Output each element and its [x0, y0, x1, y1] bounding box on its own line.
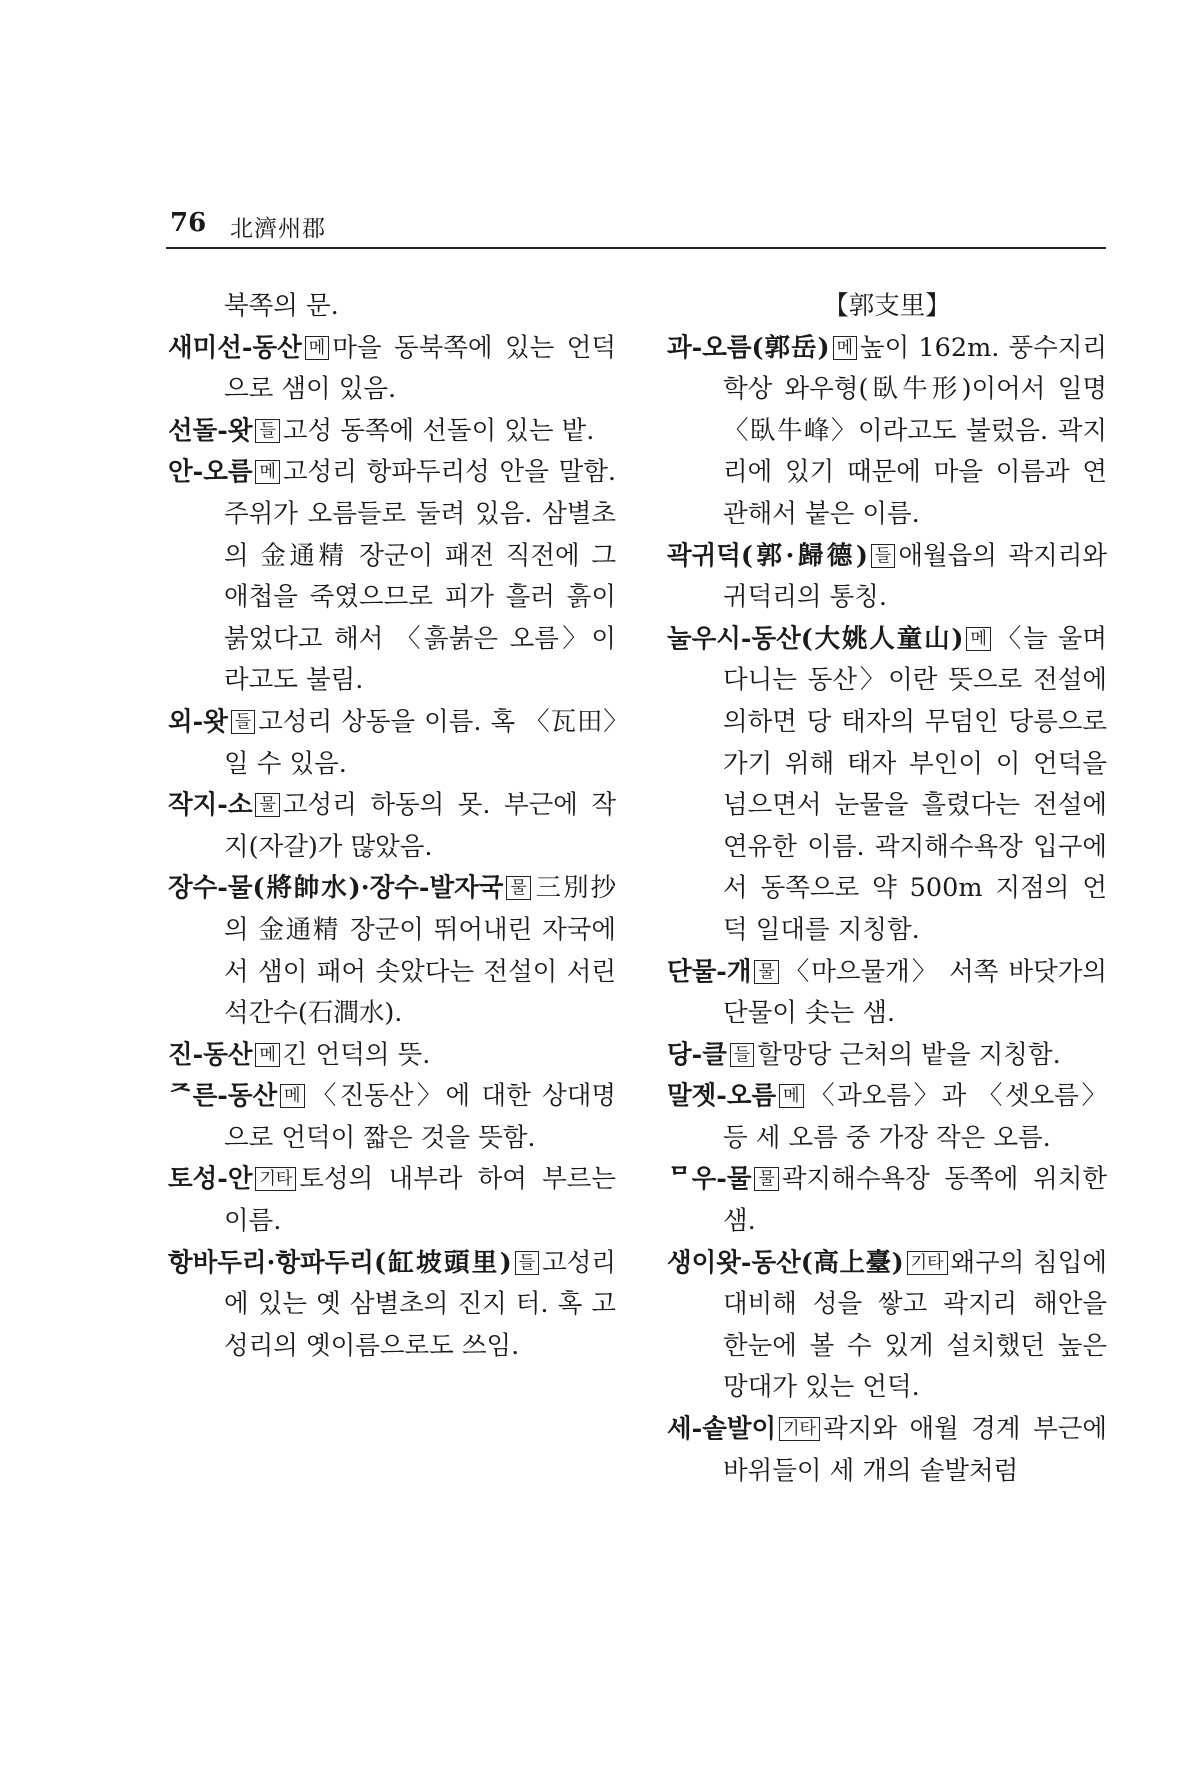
category-badge: 메 — [779, 1084, 803, 1108]
category-badge: 메 — [833, 336, 857, 360]
dictionary-entry — [667, 1076, 1107, 1159]
dictionary-entry — [168, 328, 616, 411]
dictionary-entry — [667, 1243, 1107, 1409]
dictionary-entry — [168, 1243, 616, 1368]
dictionary-entry — [168, 411, 616, 453]
dictionary-entry — [168, 785, 616, 868]
dictionary-entry — [667, 536, 1107, 619]
category-badge: 물 — [754, 1167, 778, 1191]
dictionary-entry — [168, 1159, 616, 1242]
running-title: 北濟州郡 — [230, 216, 326, 242]
entry-text: 〈늘 울며 다니는 동산〉이란 뜻으로 전설에 의하면 당 태자의 무덤인 당릉으로 가기 위해 태자 부인이 이 언덕을 넘으면서 눈물을 흘렸다는 전설에 연유한 이름. 곽지해수욕장 입구에서 동쪽으로 약 500m 지점의 언덕 일대를 지칭함. — [723, 623, 1107, 945]
category-badge: 기타 — [779, 1417, 820, 1441]
entry-headword: ᄆ우-물 — [667, 1164, 752, 1195]
entry-text: 할망당 근처의 밭을 지칭함. — [757, 1039, 1061, 1070]
dictionary-entry — [667, 952, 1107, 1035]
entry-text: 곽지와 애월 경계 부근에 바위들이 세 개의 솥발처럼 — [723, 1414, 1107, 1486]
entry-text: 〈진동산〉에 대한 상대명으로 언덕이 짧은 것을 뜻함. — [224, 1081, 616, 1153]
category-badge: 메 — [966, 627, 990, 651]
entry-headword: 말젯-오름 — [667, 1081, 777, 1112]
category-badge: 들 — [871, 544, 895, 568]
category-badge: 물 — [255, 793, 279, 817]
dictionary-entry — [168, 1076, 616, 1159]
entry-headword: 눌우시-동산(大姚人童山) — [667, 623, 964, 654]
dictionary-entry — [168, 286, 616, 328]
entry-text: 애월읍의 곽지리와 귀덕리의 통칭. — [723, 540, 1107, 613]
dictionary-entry — [667, 1409, 1107, 1492]
category-badge: 메 — [305, 336, 329, 360]
header-rule — [166, 247, 1106, 249]
entry-headword: ᄌ른-동산 — [168, 1081, 278, 1112]
section-heading: 【郭支里】 — [823, 291, 951, 321]
entry-text: 마을 동북쪽에 있는 언덕으로 샘이 있음. — [224, 332, 616, 405]
entry-text: 왜구의 침입에 대비해 성을 쌓고 곽지리 해안을 한눈에 볼 수 있게 설치했던 높은 망대가 있는 언덕. — [723, 1247, 1107, 1403]
right-column — [667, 286, 1107, 1492]
dictionary-entry — [168, 1035, 616, 1077]
page-header — [170, 208, 1105, 248]
entry-text: 토성의 내부라 하여 부르는 이름. — [224, 1164, 616, 1237]
entry-headword: 생이왓-동산(高上臺) — [667, 1247, 904, 1278]
category-badge: 기타 — [255, 1167, 296, 1191]
entry-headword: 토성-안 — [168, 1164, 253, 1195]
entry-headword: 진-동산 — [168, 1039, 253, 1070]
entry-headword: 항바두리·항파두리(缸坡頭里) — [168, 1247, 512, 1278]
entry-text: 긴 언덕의 뜻. — [282, 1039, 431, 1070]
entry-text: 〈마으물개〉 서쪽 바닷가의 단물이 솟는 샘. — [723, 956, 1107, 1029]
dictionary-entry — [168, 702, 616, 785]
entry-text: 三別抄의 金通精 장군이 뛰어내린 자국에서 샘이 패어 솟았다는 전설이 서린 석간수(石澗水). — [224, 873, 616, 1029]
entry-text: 〈과오름〉과 〈셋오름〉 등 세 오름 중 가장 작은 오름. — [723, 1081, 1107, 1153]
entry-headword: 세-솥발이 — [667, 1414, 777, 1445]
entry-headword: 과-오름(郭岳) — [667, 332, 830, 363]
entry-headword: 당-클 — [667, 1039, 727, 1070]
dictionary-entry — [667, 328, 1107, 536]
category-badge: 물 — [506, 876, 530, 900]
category-badge: 들 — [515, 1251, 539, 1275]
dictionary-entry — [667, 619, 1107, 952]
entry-headword: 장수-물(將帥水)·장수-발자국 — [168, 873, 504, 904]
category-badge: 물 — [754, 960, 778, 984]
category-badge: 기타 — [907, 1251, 948, 1275]
entry-text: 고성리 상동을 이름. 혹 〈瓦田〉일 수 있음. — [224, 706, 616, 779]
entry-text: 고성리에 있는 옛 삼별초의 진지 터. 혹 고성리의 옛이름으로도 쓰임. — [224, 1247, 616, 1361]
category-badge: 메 — [255, 1043, 279, 1067]
dictionary-entry — [667, 1159, 1107, 1242]
dictionary-entry — [168, 868, 616, 1034]
entry-text: 고성 동쪽에 선돌이 있는 밭. — [282, 415, 595, 446]
category-badge: 들 — [730, 1043, 754, 1067]
entry-text: 곽지해수욕장 동쪽에 위치한 샘. — [723, 1164, 1107, 1237]
category-badge: 메 — [255, 460, 279, 484]
category-badge: 메 — [280, 1084, 304, 1108]
dictionary-entry — [168, 452, 616, 702]
entry-text: 북쪽의 문. — [224, 291, 339, 321]
entry-headword: 곽귀덕(郭·歸德) — [667, 540, 868, 571]
dictionary-entry — [667, 1035, 1107, 1077]
entry-headword: 단물-개 — [667, 956, 752, 987]
entry-headword: 안-오름 — [168, 457, 253, 488]
category-badge: 들 — [231, 710, 255, 734]
entry-text: 고성리 항파두리성 안을 말함. 주위가 오름들로 둘려 있음. 삼별초의 金通精 장군이 패전 직전에 그 애첩을 죽였으므로 피가 흘러 흙이 붉었다고 해서 〈흙붉은 오름〉이라고도 불림. — [224, 457, 616, 696]
entry-headword: 작지-소 — [168, 790, 253, 821]
entry-headword: 새미선-동산 — [168, 332, 302, 363]
entry-headword: 선돌-왓 — [168, 415, 253, 446]
page-number: 76 — [170, 208, 207, 238]
entry-text: 높이 162m. 풍수지리학상 와우형(臥牛形)이어서 일명 〈臥牛峰〉이라고도 불렀음. 곽지리에 있기 때문에 마을 이름과 연관해서 붙은 이름. — [723, 332, 1108, 529]
category-badge: 들 — [255, 419, 279, 443]
entry-headword: 외-왓 — [168, 706, 228, 737]
entry-text: 고성리 하동의 못. 부근에 작지(자갈)가 많았음. — [224, 790, 616, 862]
left-column — [168, 286, 616, 1367]
